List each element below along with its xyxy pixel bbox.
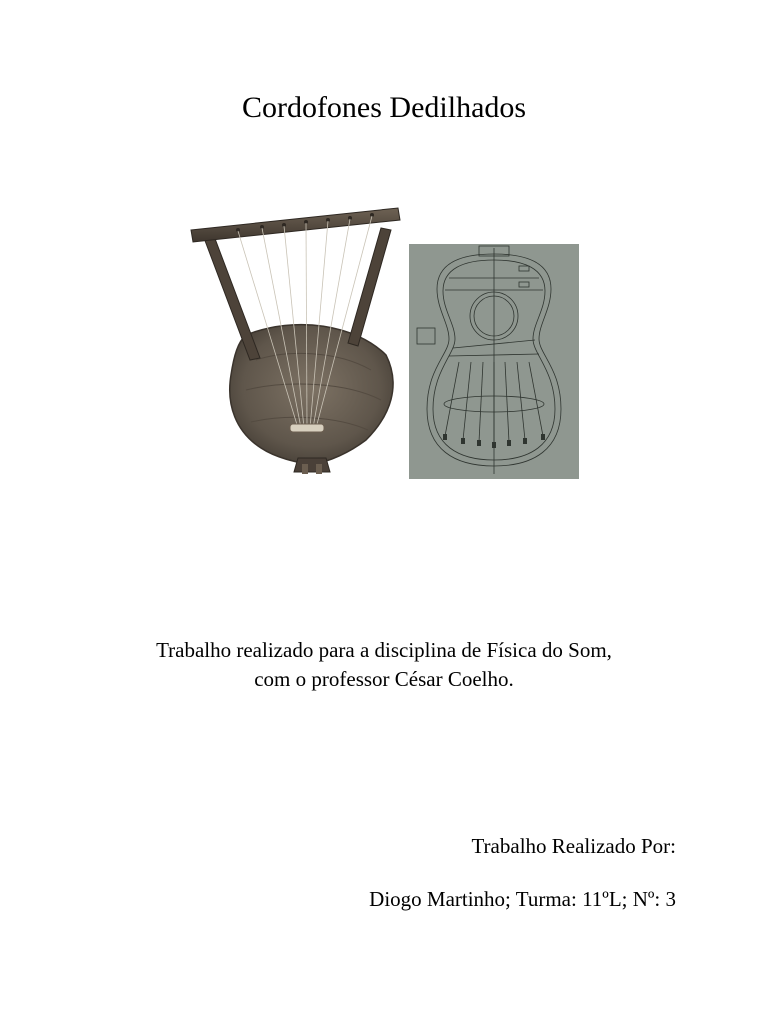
page-title: Cordofones Dedilhados	[241, 91, 527, 124]
guitar-blueprint	[409, 244, 579, 479]
credits-author: Diogo Martinho; Turma: 11ºL; Nº: 3	[369, 887, 676, 911]
subtitle	[0, 636, 768, 694]
subtitle-line-1: Trabalho realizado para a disciplina de Física do Som,	[156, 638, 612, 662]
credits-heading: Trabalho Realizado Por:	[471, 834, 676, 858]
subtitle-line-2: com o professor César Coelho.	[254, 667, 514, 691]
lyre-photo	[186, 200, 406, 485]
credits	[369, 832, 676, 914]
figure-row	[186, 200, 586, 485]
